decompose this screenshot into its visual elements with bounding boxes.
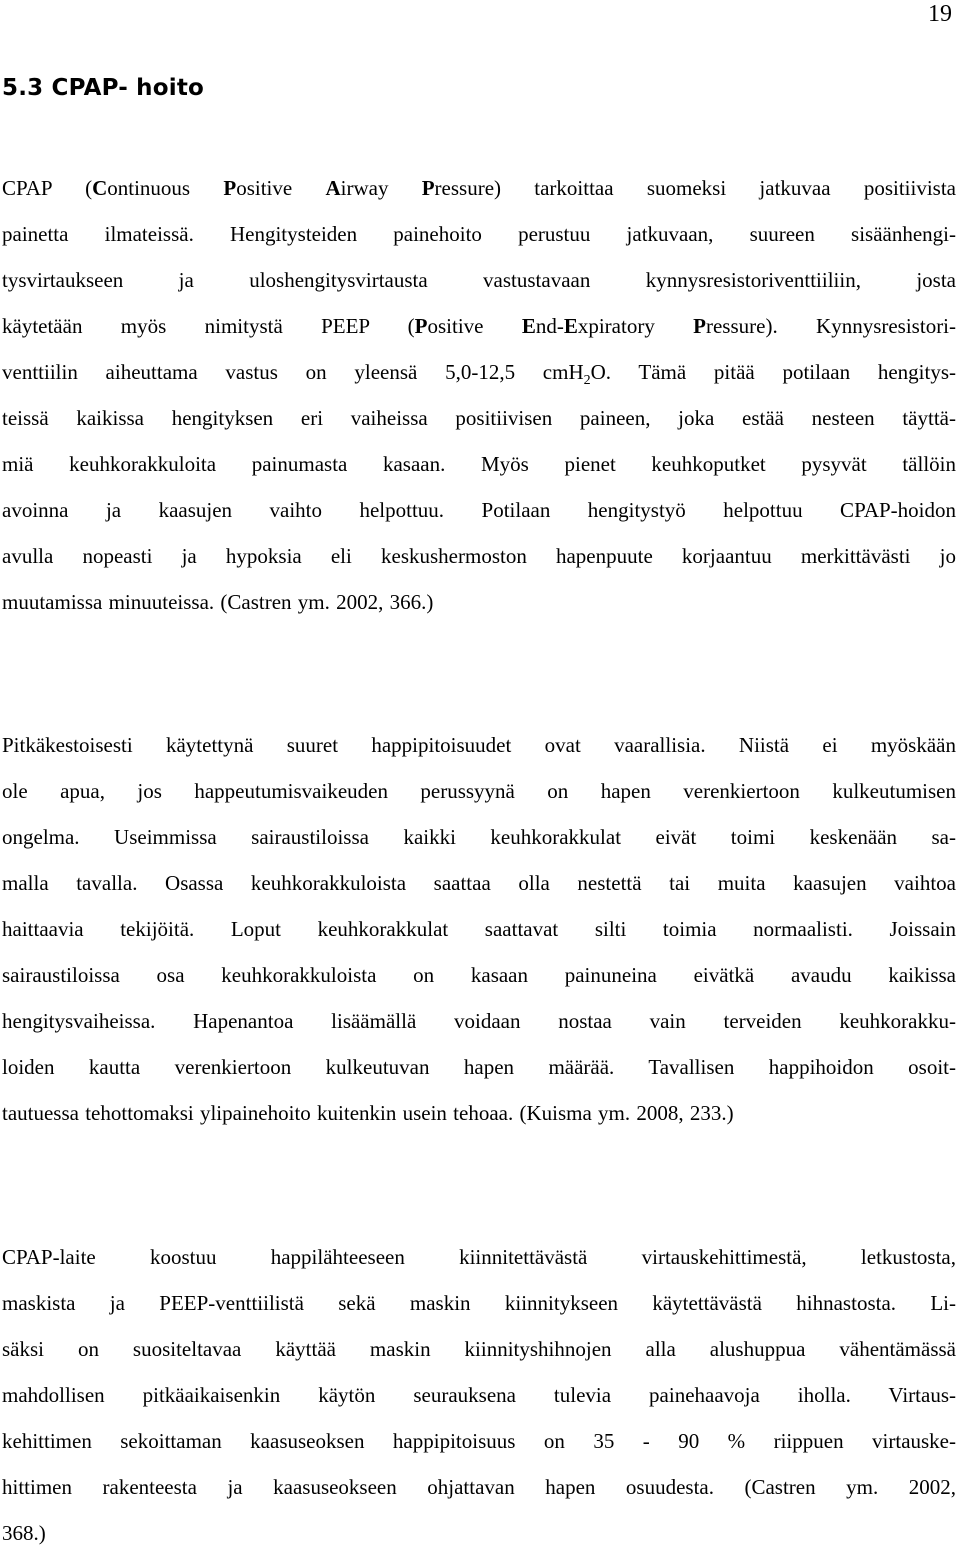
section-heading: 5.3 CPAP- hoito: [2, 75, 205, 101]
paragraph-cpap-device: [2, 1234, 956, 1556]
text-line: loiden kautta verenkiertoon kulkeutuvan hapen määrää. Tavallisen happihoidon osoit-: [2, 1055, 956, 1079]
text-line: ole apua, jos happeutumisvaikeuden perussyynä on hapen verenkiertoon kulkeutumisen: [2, 779, 956, 803]
text-line: Pitkäkestoisesti käytettynä suuret happipitoisuudet ovat vaarallisia. Niistä ei myöskään: [2, 733, 956, 757]
text-line: maskista ja PEEP-venttiilistä sekä maskin kiinnitykseen käytettävästä hihnastosta. Li-: [2, 1291, 956, 1315]
text-line: hengitysvaiheissa. Hapenantoa lisäämällä voidaan nostaa vain terveiden keuhkorakku-: [2, 1009, 956, 1033]
text-line: CPAP-laite koostuu happilähteeseen kiinnitettävästä virtauskehittimestä, letkustosta,: [2, 1245, 956, 1269]
text-line: ongelma. Useimmissa sairaustiloissa kaikki keuhkorakkulat eivät toimi keskenään sa-: [2, 825, 956, 849]
text-line: säksi on suositeltavaa käyttää maskin kiinnityshihnojen alla alushuppua vähentämässä: [2, 1337, 956, 1361]
text-line: teissä kaikissa hengityksen eri vaiheissa positiivisen paineen, joka estää nesteen täyttä-: [2, 406, 956, 430]
text-line: sairaustiloissa osa keuhkorakkuloista on kasaan painuneina eivätkä avaudu kaikissa: [2, 963, 956, 987]
text-line: CPAP (Continuous Positive Airway Pressure) tarkoittaa suomeksi jatkuvaa positiivista: [2, 176, 956, 200]
text-line: venttiilin aiheuttama vastus on yleensä 5,0-12,5 cmH$_2$O. Tämä pitää potilaan hengitys-: [2, 360, 956, 389]
text-line: hittimen rakenteesta ja kaasuseokseen ohjattavan hapen osuudesta. (Castren ym. 2002,: [2, 1475, 956, 1499]
page-number: 19: [928, 1, 952, 27]
paragraph-cpap-definition: [2, 165, 956, 625]
text-line: mahdollisen pitkäaikaisenkin käytön seurauksena tulevia painehaavoja iholla. Virtaus-: [2, 1383, 956, 1407]
text-line: tysvirtaukseen ja uloshengitysvirtausta vastustavaan kynnysresistoriventtiiliin, josta: [2, 268, 956, 292]
text-line: avoinna ja kaasujen vaihto helpottuu. Potilaan hengitystyö helpottuu CPAP-hoidon: [2, 498, 956, 522]
text-line: avulla nopeasti ja hypoksia eli keskushermoston hapenpuute korjaantuu merkittävästi jo: [2, 544, 956, 568]
text-line: 368.): [2, 1521, 46, 1545]
text-line: haittaavia tekijöitä. Loput keuhkorakkulat saattavat silti toimia normaalisti. Joissain: [2, 917, 956, 941]
text-line: malla tavalla. Osassa keuhkorakkuloista saattaa olla nestettä tai muita kaasujen vaihtoa: [2, 871, 956, 895]
text-line: käytetään myös nimitystä PEEP (Positive End-Expiratory Pressure). Kynnysresistori-: [2, 314, 956, 338]
paragraph-oxygen-therapy: [2, 722, 956, 1136]
text-line: tautuessa tehottomaksi ylipainehoito kuitenkin usein tehoaa. (Kuisma ym. 2008, 233.): [2, 1101, 734, 1125]
text-line: painetta ilmateissä. Hengitysteiden painehoito perustuu jatkuvaan, suureen sisäänhengi-: [2, 222, 956, 246]
text-line: miä keuhkorakkuloita painumasta kasaan. Myös pienet keuhkoputket pysyvät tällöin: [2, 452, 956, 476]
text-line: kehittimen sekoittaman kaasuseoksen happipitoisuus on 35 - 90 % riippuen virtauske-: [2, 1429, 956, 1453]
text-line: muutamissa minuuteissa. (Castren ym. 2002, 366.): [2, 590, 434, 614]
